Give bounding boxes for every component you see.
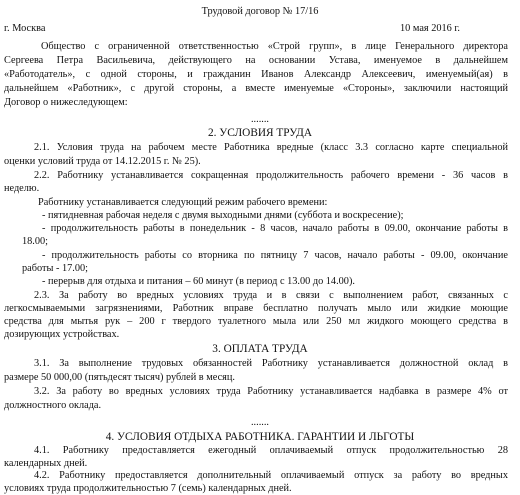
section-2-line: 18.00;: [22, 236, 49, 247]
document-title: Трудовой договор № 17/16: [201, 6, 319, 17]
section-4-line: 4.1. Работнику предоставляется ежегодный оплачиваемый отпуск продолжительностью 28: [34, 445, 508, 456]
preamble-line: дальнейшем «Работник», с другой стороны, а вместе именуемые «Стороны», заключили настоящий: [4, 83, 508, 94]
section-2-line: - пятидневная рабочая неделя с двумя выходными днями (суббота и воскресение);: [42, 210, 404, 221]
section-2-line: - перерыв для отдыха и питания – 60 минут (в период с 13.00 до 14.00).: [42, 276, 355, 287]
section-2-line: дозирующих устройствах.: [4, 329, 120, 340]
preamble-line: Сергеева Петра Васильевича, действующего на основании Устава, именуемое в дальнейшем: [4, 55, 508, 66]
section-2-line: работы - 17.00;: [22, 263, 88, 274]
section-4-heading: 4. УСЛОВИЯ ОТДЫХА РАБОТНИКА. ГАРАНТИИ И ЛЬГОТЫ: [105, 431, 415, 443]
document-city: г. Москва: [4, 23, 46, 34]
section-2-line: неделю.: [4, 183, 40, 194]
section-2-line: 2.3. За работу во вредных условиях труда и в связи с выполнением работ, связанных с: [34, 290, 508, 301]
document-date: 10 мая 2016 г.: [400, 23, 461, 34]
preamble-line: «Работодатель», с одной стороны, и гражданин Иванов Александр Алексеевич, именуемый(ая) в: [4, 69, 508, 80]
section-3-line: 3.1. За выполнение трудовых обязанностей Работнику устанавливается должностной оклад в: [34, 358, 508, 369]
section-2-line: 2.1. Условия труда на рабочем месте Работника вредные (класс 3.3 согласно карте специальной: [34, 142, 508, 153]
section-2-line: - продолжительность работы со вторника по пятницу 7 часов, начало работы - 09.00, окончание: [42, 250, 508, 261]
section-4-line: 4.2. Работнику предоставляется дополнительный оплачиваемый отпуск за работу во вредных: [34, 470, 508, 481]
section-2-line: Работнику устанавливается следующий режим рабочего времени:: [38, 197, 328, 208]
section-4-line: календарных дней.: [4, 458, 88, 469]
ellipsis: .......: [250, 114, 270, 125]
section-3-heading: 3. ОПЛАТА ТРУДА: [212, 343, 308, 355]
section-3-line: должностного оклада.: [4, 400, 102, 411]
section-3-line: 3.2. За работу во вредных условиях труда Работнику устанавливается надбавка в размере 4% от: [34, 386, 508, 397]
section-2-line: - продолжительность работы в понедельник - 8 часов, начало работы в 09.00, окончание работы в: [42, 223, 508, 234]
section-2-line: оценки условий труда от 14.12.2015 г. № 25).: [4, 156, 201, 167]
section-3-line: размере 50 000,00 (пятьдесят тысяч) рублей в месяц.: [4, 372, 235, 383]
section-2-line: легкосмываемыми загрязнениями, Работник вправе бесплатно получать мыло или жидкие моющие: [4, 303, 508, 314]
preamble-line: Общество с ограниченной ответственностью «Строй групп», в лице Генерального директора: [41, 41, 508, 52]
section-4-line: условиях труда продолжительностью 7 (семь) календарных дней.: [4, 483, 292, 494]
section-2-heading: 2. УСЛОВИЯ ТРУДА: [207, 127, 313, 139]
ellipsis: .......: [250, 417, 270, 428]
section-2-line: 2.2. Работнику устанавливается сокращенная продолжительность рабочего времени - 36 часов в: [34, 170, 508, 181]
preamble-line: Договор о нижеследующем:: [4, 97, 128, 108]
section-2-line: средства для мытья рук – 200 г твердого туалетного мыла или 250 мл жидкого моющего средства в: [4, 316, 508, 327]
